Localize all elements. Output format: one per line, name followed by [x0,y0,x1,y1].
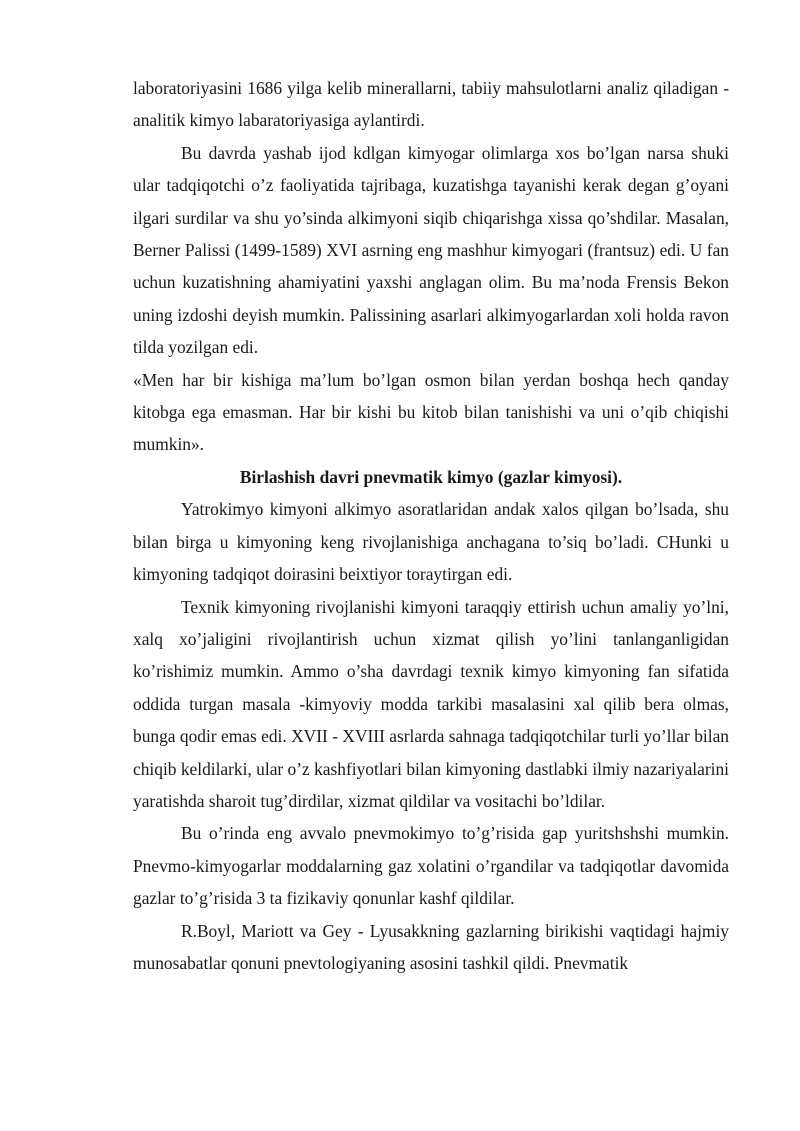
paragraph-2: Bu davrda yashab ijod kdlgan kimyogar olimlarga xos bo’lgan narsa shuki ular tadqiqotchi o’z faoliyatida tajribaga, kuzatishga tayanishi kerak degan g’oyani ilgari surdilar va shu yo’sinda alkimyoni siqib chiqarishga xissa qo’shdilar. Masalan, Berner Palissi (1499-1589) XVI asrning eng mashhur kimyogari (frantsuz) edi. U fan uchun kuzatishning ahamiyatini yaxshi anglagan olim. Bu ma’noda Frensis Bekon uning izdoshi deyish mumkin. Palissining asarlari alkimyogarlardan xoli holda ravon tilda yozilgan edi. [133,142,729,358]
quote-paragraph: «Men har bir kishiga ma’lum bo’lgan osmon bilan yerdan boshqa hech qanday kitobga ega emasman. Har bir kishi bu kitob bilan tanishishi va uni o’qib chiqishi mumkin». [133,369,729,455]
paragraph-6: R.Boyl, Mariott va Gey - Lyusakkning gazlarning birikishi vaqtidagi hajmiy munosabatlar qonuni pnevtologiyaning asosini tashkil qildi. Pnevmatik [133,920,729,973]
paragraph-1: laboratoriyasini 1686 yilga kelib minerallarni, tabiiy mahsulotlarni analiz qiladigan - analitik kimyo labaratoriyasiga aylantirdi. [133,78,729,131]
section-heading: Birlashish davri pnevmatik kimyo (gazlar kimyosi). [239,466,623,487]
document-page [133,72,729,979]
paragraph-5: Bu o’rinda eng avvalo pnevmokimyo to’g’risida gap yuritshshshi mumkin. Pnevmo-kimyogarlar moddalarning gaz xolatini o’rgandilar va tadqiqotlar davomida gazlar to’g’risida 3 ta fizikaviy qonunlar kashf qildilar. [133,823,729,909]
paragraph-3: Yatrokimyo kimyoni alkimyo asoratlaridan andak xalos qilgan bo’lsada, shu bilan birga u kimyoning keng rivojlanishiga anchagana to’siq bo’ladi. CHunki u kimyoning tadqiqot doirasini beixtiyor toraytirgan edi. [133,499,729,585]
paragraph-4: Texnik kimyoning rivojlanishi kimyoni taraqqiy ettirish uchun amaliy yo’lni, xalq xo’jaligini rivojlantirish uchun xizmat qilish yo’lini tanlanganligidan ko’rishimiz mumkin. Ammo o’sha davrdagi texnik kimyo kimyoning fan sifatida oddida turgan masala -kimyoviy modda tarkibi masalasini xal qilib bera olmas, bunga qodir emas edi. XVII - XVIII asrlarda sahnaga tadqiqotchilar turli yo’llar bilan chiqib keldilarki, ular o’z kashfiyotlari bilan kimyoning dastlabki ilmiy nazariyalarini yaratishda sharoit tug’dirdilar, xizmat qildilar va vositachi bo’ldilar. [133,596,729,811]
